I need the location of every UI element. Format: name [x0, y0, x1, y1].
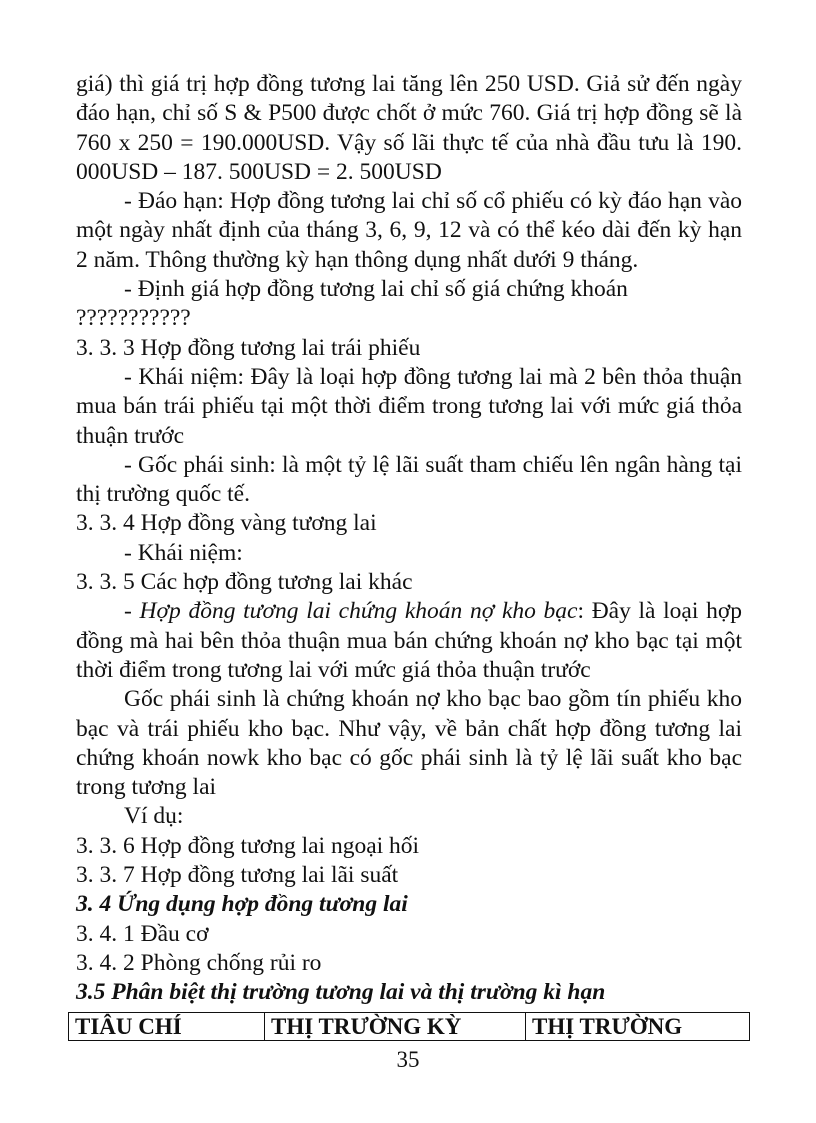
paragraph-maturity: - Đáo hạn: Hợp đồng tương lai chỉ số cổ phiếu có kỳ đáo hạn vào một ngày nhất định của tháng 3, 6, 9, 12 và có thể kéo dài đến kỳ hạn 2 năm. Thông thường kỳ hạn thông dụng nhất dưới 9 tháng. — [76, 188, 742, 273]
paragraph-pricing: - Định giá hợp đồng tương lai chỉ số giá chứng khoán — [124, 276, 628, 303]
heading-3-3-4: 3. 3. 4 Hợp đồng vàng tương lai — [76, 510, 377, 537]
heading-3-3-6: 3. 3. 6 Hợp đồng tương lai ngoại hối — [76, 832, 420, 859]
heading-3-4: 3. 4 Ứng dụng hợp đồng tương lai — [76, 891, 408, 918]
paragraph-bond-underlying: - Gốc phái sinh: là một tỷ lệ lãi suất tham chiếu lên ngân hàng tại thị trường quốc tế. — [76, 451, 742, 508]
paragraph-bond-concept: - Khái niệm: Đây là loại hợp đồng tương lai mà 2 bên thỏa thuận mua bán trái phiếu tại một thời điểm trong tương lai với mức giá thỏa thuận trước — [76, 363, 742, 449]
paragraph-futures-value: giá) thì giá trị hợp đồng tương lai tăng lên 250 USD. Giả sử đến ngày đáo hạn, chỉ số S & P500 được chốt ở mức 760. Giá trị hợp đồng sẽ là 760 x 250 = 190.000USD. Vậy số lãi thực tế của nhà đầu tưu là 190. 000USD – 187. 500USD = 2. 500USD — [76, 71, 742, 185]
treasury-futures-term: Hợp đồng tương lai chứng khoán nợ kho bạc — [139, 598, 578, 625]
heading-3-3-3: 3. 3. 3 Hợp đồng tương lai trái phiếu — [76, 334, 421, 361]
heading-3-3-5: 3. 3. 5 Các hợp đồng tương lai khác — [76, 569, 413, 596]
heading-3-4-2: 3. 4. 2 Phòng chống rủi ro — [76, 949, 322, 976]
comparison-table — [68, 1012, 750, 1041]
paragraph-treasury-futures — [76, 597, 742, 685]
heading-3-5: 3.5 Phân biệt thị trường tương lai và thị trường kì hạn — [76, 979, 606, 1006]
table-header-forward-market: THỊ TRƯỜNG KỲ — [265, 1013, 526, 1041]
dash-text: - — [124, 598, 140, 625]
page-number: 35 — [396, 1047, 420, 1072]
paragraph-question-marks: ??????????? — [76, 305, 191, 332]
document-page — [76, 70, 742, 1008]
heading-3-3-7: 3. 3. 7 Hợp đồng tương lai lãi suất — [76, 862, 399, 889]
table-header-row — [69, 1013, 750, 1041]
paragraph-treasury-underlying: Gốc phái sinh là chứng khoán nợ kho bạc bao gồm tín phiếu kho bạc và trái phiếu kho bạc. Như vậy, về bản chất hợp đồng tương lai chứng khoán nowk kho bạc có gốc phái sinh là tỷ lệ lãi suất kho bạc trong tương lai — [76, 686, 742, 801]
heading-3-4-1: 3. 4. 1 Đầu cơ — [76, 920, 209, 947]
table-header-criteria: TIÂU CHÍ — [69, 1013, 265, 1041]
treasury-futures-definition: : Đây là loại hợp đồng mà hai bên thỏa thuận mua bán chứng khoán nợ kho bạc tại một thời điểm trong tương lai với mức giá thỏa thuận trước — [76, 598, 743, 683]
table-header-market: THỊ TRƯỜNG — [526, 1013, 750, 1041]
paragraph-gold-concept: - Khái niệm: — [124, 539, 243, 566]
paragraph-example: Ví dụ: — [124, 803, 184, 830]
